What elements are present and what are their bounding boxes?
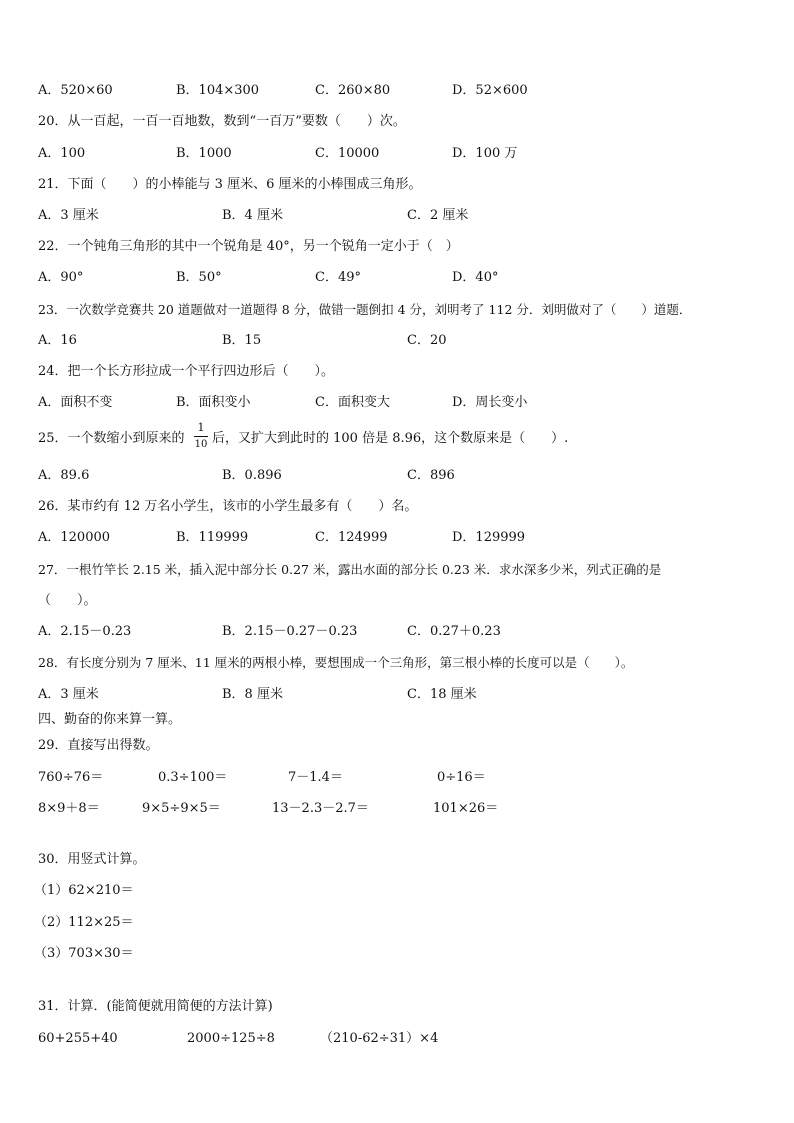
q20-option-a: A．100 xyxy=(38,146,86,161)
q20-option-b: B．1000 xyxy=(176,146,232,161)
q30-item-3: （3）703×30＝ xyxy=(34,946,134,961)
q28-option-b: B．8 厘米 xyxy=(222,687,283,702)
q24-option-b: B．面积变小 xyxy=(176,395,251,410)
q20-option-d: D．100 万 xyxy=(452,146,518,161)
q27-stem-continued: （ ）。 xyxy=(38,593,97,608)
q25-option-c: C．896 xyxy=(407,468,455,483)
q27-option-b: B．2.15－0.27－0.23 xyxy=(222,624,358,639)
q19-option-b: B．104×300 xyxy=(176,83,260,98)
q22-option-d: D．40° xyxy=(452,270,499,285)
q28-option-c: C．18 厘米 xyxy=(407,687,477,702)
q31-expr: 60+255+40 xyxy=(38,1031,118,1046)
q22-option-b: B．50° xyxy=(176,270,222,285)
q23-option-a: A．16 xyxy=(38,333,77,348)
q30-item-2: （2）112×25＝ xyxy=(34,915,134,930)
q24-option-c: C．面积变大 xyxy=(315,395,390,410)
q28-stem: 28．有长度分别为 7 厘米、11 厘米的两根小棒，要想围成一个三角形，第三根小棒的长度可以是（ ）。 xyxy=(38,655,634,670)
q22-option-a: A．90° xyxy=(38,270,84,285)
q29-expr: 0.3÷100＝ xyxy=(158,770,228,785)
q25-fraction-denominator: 10 xyxy=(194,439,208,450)
q29-expr: 0÷16＝ xyxy=(437,770,486,785)
q29-expr: 7－1.4＝ xyxy=(288,770,343,785)
q21-stem: 21．下面（ ）的小棒能与 3 厘米、6 厘米的小棒围成三角形。 xyxy=(38,177,422,192)
q29-expr: 760÷76＝ xyxy=(38,770,104,785)
q27-option-c: C．0.27＋0.23 xyxy=(407,624,501,639)
q27-stem: 27．一根竹竿长 2.15 米，插入泥中部分长 0.27 米，露出水面的部分长 0.23 米．求水深多少米，列式正确的是 xyxy=(38,562,662,577)
q26-option-d: D．129999 xyxy=(452,530,526,545)
q24-option-a: A．面积不变 xyxy=(38,395,113,410)
q28-option-a: A．3 厘米 xyxy=(38,687,99,702)
q21-option-a: A．3 厘米 xyxy=(38,208,99,223)
q19-option-d: D．52×600 xyxy=(452,83,528,98)
q25-stem-after: 后，又扩大到此时的 100 倍是 8.96，这个数原来是（ ）. xyxy=(212,431,569,446)
q31-expr: 2000÷125÷8 xyxy=(187,1031,275,1046)
q20-option-c: C．10000 xyxy=(315,146,380,161)
q23-option-b: B．15 xyxy=(222,333,262,348)
q20-stem: 20．从一百起，一百一百地数，数到“一百万”要数（ ）次。 xyxy=(38,114,406,129)
q21-option-b: B．4 厘米 xyxy=(222,208,283,223)
q29-expr: 101×26＝ xyxy=(433,801,499,816)
q30-stem: 30．用竖式计算。 xyxy=(38,852,146,867)
q25-option-b: B．0.896 xyxy=(222,468,282,483)
q24-stem: 24．把一个长方形拉成一个平行四边形后（ ）。 xyxy=(38,364,335,379)
q25-fraction-bar xyxy=(194,436,208,437)
q25-option-a: A．89.6 xyxy=(38,468,90,483)
q21-option-c: C．2 厘米 xyxy=(407,208,469,223)
q26-option-c: C．124999 xyxy=(315,530,388,545)
q30-item-1: （1）62×210＝ xyxy=(34,883,134,898)
q29-expr: 8×9＋8＝ xyxy=(38,801,100,816)
q31-stem: 31．计算．(能简便就用简便的方法计算) xyxy=(38,999,273,1014)
q25-stem-before: 25．一个数缩小到原来的 xyxy=(38,431,185,446)
section-heading: 四、勤奋的你来算一算。 xyxy=(38,712,182,727)
q24-option-d: D．周长变小 xyxy=(452,395,528,410)
q22-option-c: C．49° xyxy=(315,270,361,285)
q29-expr: 9×5÷9×5＝ xyxy=(142,801,221,816)
q25-fraction-numerator: 1 xyxy=(197,421,205,434)
q29-expr: 13－2.3－2.7＝ xyxy=(272,801,369,816)
q23-stem: 23．一次数学竞赛共 20 道题做对一道题得 8 分，做错一题倒扣 4 分，刘明考了 112 分．刘明做对了（ ）道题． xyxy=(38,302,692,317)
q23-option-c: C．20 xyxy=(407,333,447,348)
q22-stem: 22．一个钝角三角形的其中一个锐角是 40°，另一个锐角一定小于（ ） xyxy=(38,239,459,254)
q26-option-b: B．119999 xyxy=(176,530,249,545)
q19-option-c: C．260×80 xyxy=(315,83,391,98)
q31-expr: （210-62÷31）×4 xyxy=(320,1031,439,1046)
q19-option-a: A．520×60 xyxy=(38,83,113,98)
q26-stem: 26．某市约有 12 万名小学生，该市的小学生最多有（ ）名。 xyxy=(38,499,418,514)
q27-option-a: A．2.15－0.23 xyxy=(38,624,132,639)
q26-option-a: A．120000 xyxy=(38,530,111,545)
q29-stem: 29．直接写出得数。 xyxy=(38,738,159,753)
